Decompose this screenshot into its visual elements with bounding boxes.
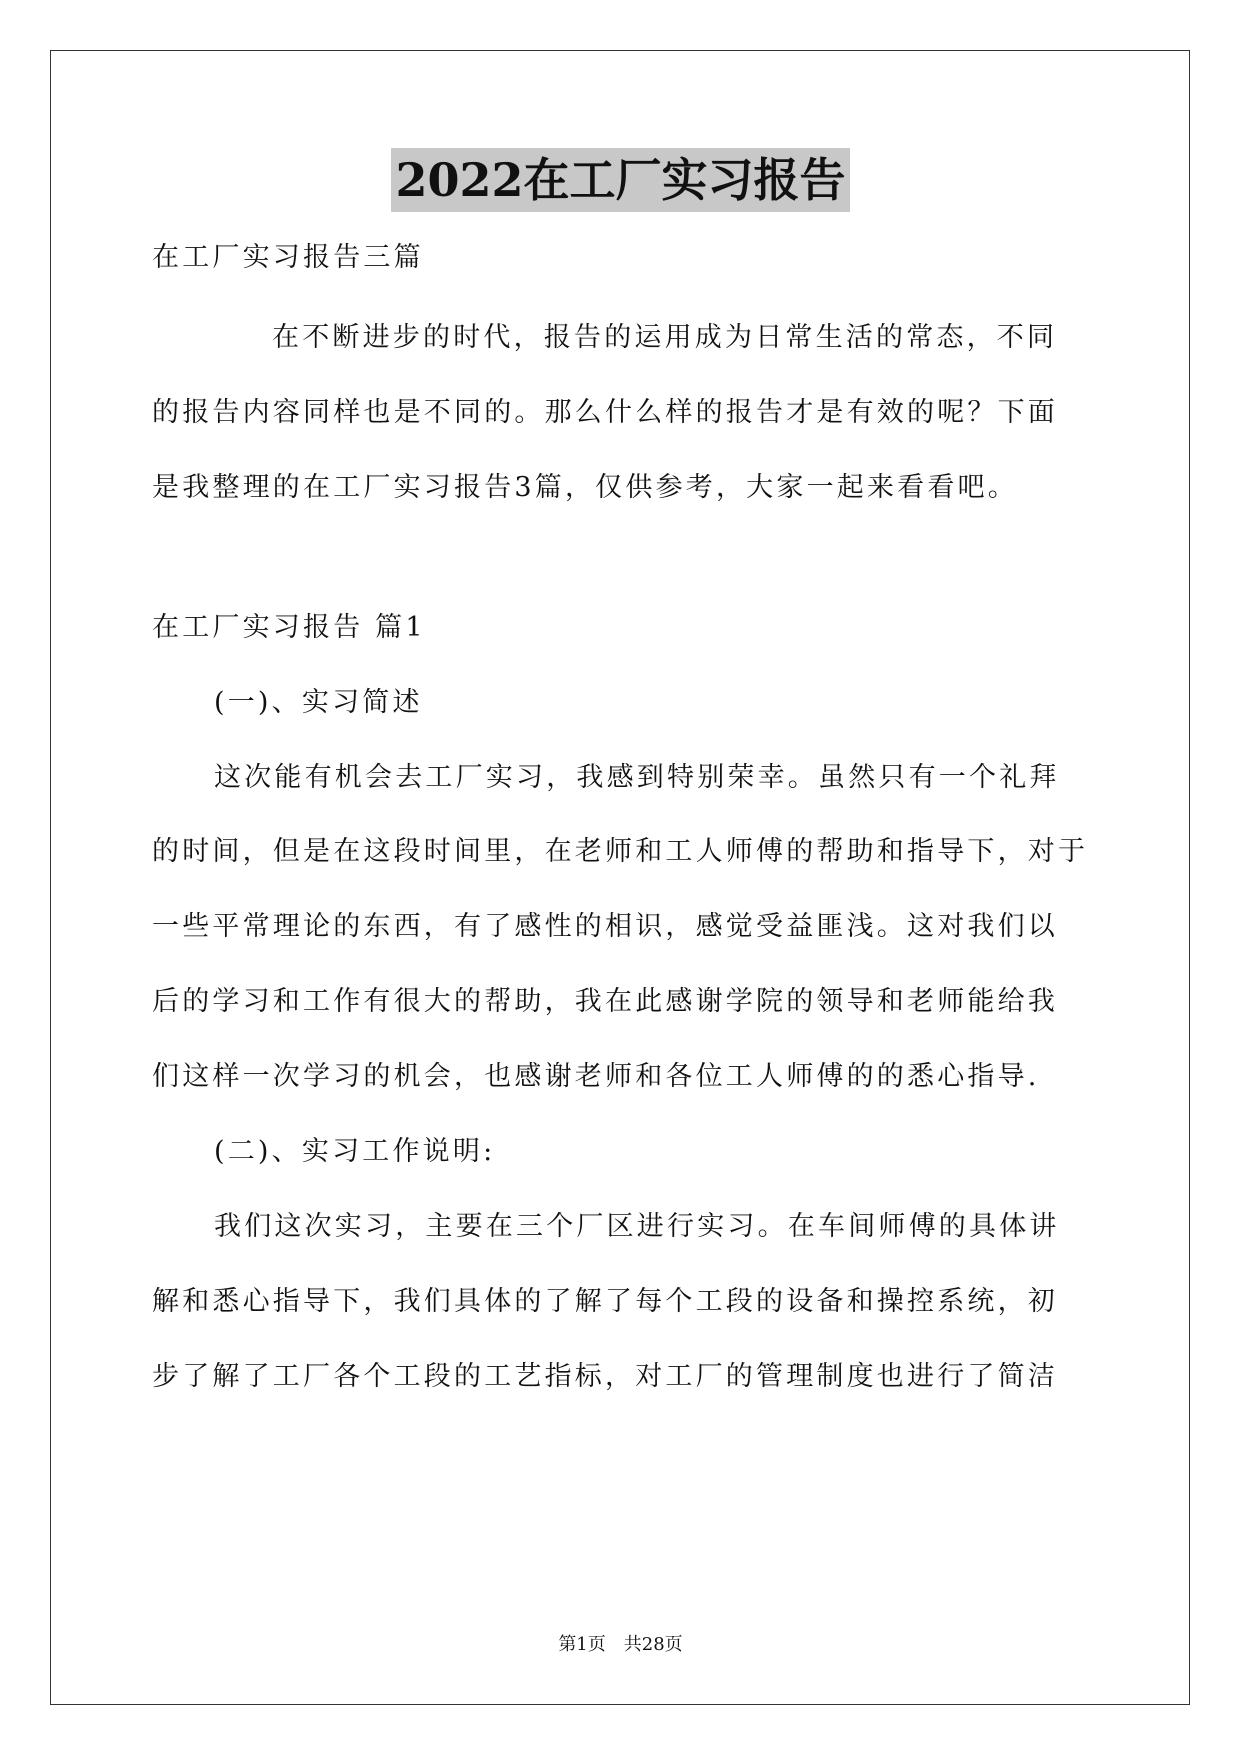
subsection-heading: (一)、实习简述: [214, 687, 423, 718]
paragraph-line: 一些平常理论的东西，有了感性的相识，感觉受益匪浅。这对我们以: [152, 911, 1058, 942]
section-heading: 在工厂实习报告 篇1: [152, 612, 426, 643]
paragraph-line: 解和悉心指导下，我们具体的了解了每个工段的设备和操控系统，初: [152, 1286, 1058, 1317]
document-title: 2022在工厂实习报告: [391, 148, 849, 212]
paragraph-line: 的报告内容同样也是不同的。那么什么样的报告才是有效的呢？下面: [152, 397, 1058, 428]
paragraph-line: 我们这次实习，主要在三个厂区进行实习。在车间师傅的具体讲: [214, 1211, 1060, 1242]
subtitle-line: 在工厂实习报告三篇: [152, 242, 424, 273]
paragraph-line: 在不断进步的时代，报告的运用成为日常生活的常态，不同: [272, 322, 1058, 353]
paragraph-line: 这次能有机会去工厂实习，我感到特别荣幸。虽然只有一个礼拜: [214, 762, 1060, 793]
page-footer: 第1页 共28页: [558, 1634, 683, 1655]
paragraph-line: 是我整理的在工厂实习报告3篇，仅供参考，大家一起来看看吧。: [152, 472, 1018, 503]
paragraph-line: 们这样一次学习的机会，也感谢老师和各位工人师傅的的悉心指导.: [152, 1061, 1040, 1092]
page-border: [50, 50, 1190, 1705]
subsection-heading: (二)、实习工作说明:: [214, 1136, 496, 1167]
paragraph-line: 后的学习和工作有很大的帮助，我在此感谢学院的领导和老师能给我: [152, 986, 1058, 1017]
title-container: [0, 148, 1241, 212]
paragraph-line: 步了解了工厂各个工段的工艺指标，对工厂的管理制度也进行了简洁: [152, 1361, 1058, 1392]
paragraph-line: 的时间，但是在这段时间里，在老师和工人师傅的帮助和指导下，对于: [152, 836, 1089, 867]
